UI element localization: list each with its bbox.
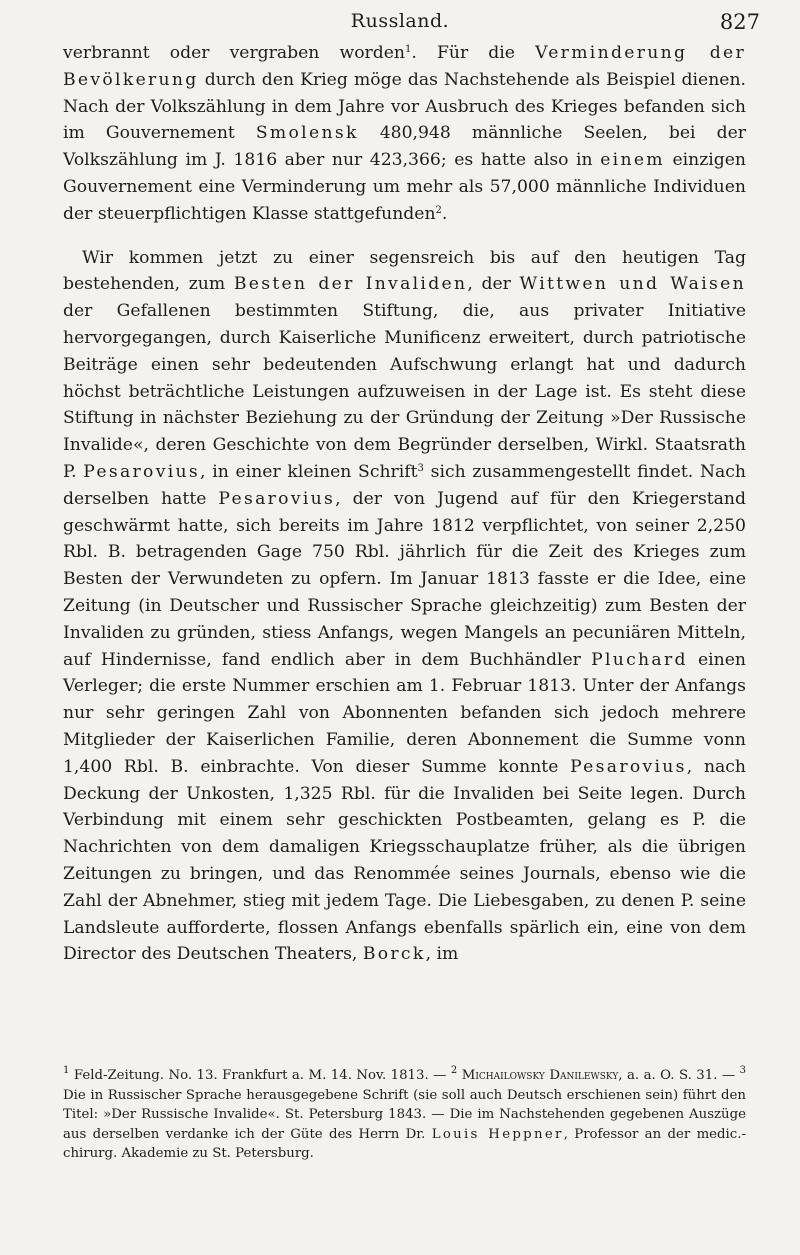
p2-text-g: einen Verleger; die erste Nummer erschien am 1. Februar 1813. Unter der Anfangs nur sehr geringen Zahl von Abonnenten befanden sich jedoch mehrere Mitglieder der Kaiserlichen Familie, deren Abonnement die Summe vonn 1,400 Rbl. B. einbrachte. Von dieser Summe konnte: [63, 649, 746, 777]
footnote-3-text-b: , Professor an der medic.-chirurg. Akademie zu St. Petersburg.: [63, 1126, 746, 1161]
p2-text-a: Wir kommen jetzt zu einer segensreich bis auf den heutigen Tag bestehenden, zum: [63, 247, 746, 295]
p2-emphasis-7: Borck: [362, 944, 426, 965]
running-head: [0, 6, 800, 38]
p2-text-i: , im: [425, 944, 459, 965]
p1-text-d: 480,948 männliche Seelen, bei der Volkszählung im J. 1816 aber nur 423,366; es hatte also in: [63, 123, 746, 171]
footnote-1-text: Feld-Zeitung. No. 13. Frankfurt a. M. 14. Nov. 1813. —: [69, 1068, 451, 1083]
footnote-ref-3: 3: [417, 462, 424, 474]
body-text: [63, 40, 746, 968]
p2-text-h: , nach Deckung der Unkosten, 1,325 Rbl. für die Invaliden bei Seite legen. Durch Verbindung mit einem sehr geschickten Postbeamten, gelang es P. die Nachrichten von dem damaligen Kriegsschauplatze früher, als die übrigen Zeitungen zu bringen, und das Renommée seines Journals, ebenso wie die Zahl der Abnehmer, stieg mit jedem Tage. Die Liebesgaben, zu denen P. seine Landsleute aufforderte, flossen Anfangs ebenfalls spärlich ein, eine von dem Director des Deutschen Theaters,: [63, 756, 746, 965]
p1-text-c: durch den Krieg möge das Nachstehende als Beispiel dienen. Nach der Volkszählung in dem Jahre vor Ausbruch des Krieges befanden sich im Gouvernement: [63, 69, 746, 144]
p2-text-f: , der von Jugend auf für den Kriegerstand geschwärmt hatte, sich bereits im Jahre 1812 verpflichtet, von seiner 2,250 Rbl. B. betragenden Gage 750 Rbl. jährlich für die Zeit des Krieges zum Besten der Verwundeten zu opfern. Im Januar 1813 fasste er die Idee, eine Zeitung (in Deutscher und Russischer Sprache gleichzeitig) zum Besten der Invaliden zu gründen, stiess Anfangs, wegen Mangels an pecuniären Mitteln, auf Hindernisse, fand endlich aber in dem Buchhändler: [63, 488, 746, 670]
running-title: Russland.: [350, 10, 450, 32]
p1-text-f: .: [441, 203, 448, 224]
footnote-3-name: Louis Heppner: [431, 1126, 564, 1142]
p2-text-c: der Gefallenen bestimmten Stiftung, die, aus privater Initiative hervorgegangen, durch Kaiserliche Munificenz erweitert, durch patriotische Beiträge einen sehr bedeutenden Aufschwung erlangt hat und dadurch höchst beträchtliche Leistungen aufzuweisen in der Lage ist. Es steht diese Stiftung in nächster Beziehung zu der Gründung der Zeitung »Der Russische Invalide«, deren Geschichte von dem Begründer derselben, Wirkl. Staatsrath P.: [63, 301, 746, 482]
footnote-number-3: 3: [739, 1065, 746, 1076]
footnote-ref-2: 2: [435, 204, 442, 216]
p2-emphasis-2: Wittwen und Waisen: [519, 274, 746, 295]
p1-emphasis-1: Verminderung der Bevölkerung: [63, 43, 746, 90]
p2-emphasis-3: Pesarovius: [83, 461, 200, 482]
footnote-number-1: 1: [63, 1065, 70, 1076]
page-number: 827: [719, 10, 760, 34]
p1-text-e: einzigen Gouvernement eine Verminderung um mehr als 57,000 männliche Individuen der steuerpflichtigen Klasse stattgefunden: [63, 150, 746, 224]
p1-text-b: . Für die: [411, 43, 536, 63]
p1-text-a: verbrannt oder vergraben worden: [63, 43, 406, 63]
footnote-block: [63, 1066, 746, 1164]
p2-emphasis-6: Pesarovius: [570, 756, 687, 777]
paragraph-2: [63, 245, 746, 969]
p2-emphasis-4: Pesarovius: [218, 488, 336, 509]
p2-emphasis-5: Pluchard: [591, 649, 688, 670]
p2-text-b: , der: [467, 274, 520, 295]
footnotes: [63, 1066, 746, 1164]
footnote-2-author: Michailowsky Danilewsky: [461, 1068, 619, 1083]
p1-emphasis-3: einem: [600, 150, 665, 171]
p2-emphasis-1: Besten der Invaliden: [233, 274, 468, 295]
p1-emphasis-2: Smolensk: [255, 123, 359, 144]
footnote-number-2: 2: [450, 1065, 458, 1076]
p2-text-e: sich zusammengestellt findet. Nach derselben hatte: [63, 461, 746, 509]
p2-text-d: , in einer kleinen Schrift: [200, 461, 418, 482]
footnote-2-text-b: , a. a. O. S. 31. —: [618, 1068, 740, 1083]
footnote-ref-1: 1: [405, 44, 412, 55]
paragraph-1: [63, 40, 746, 228]
footnote-3-text-a: Die in Russischer Sprache herausgegebene Schrift (sie soll auch Deutsch erschienen sein) führt den Titel: »Der Russische Invalide«. St. Petersburg 1843. — Die im Nachstehenden gegebenen Auszüge aus derselben verdanke ich der Güte des Herrn Dr.: [63, 1087, 746, 1142]
